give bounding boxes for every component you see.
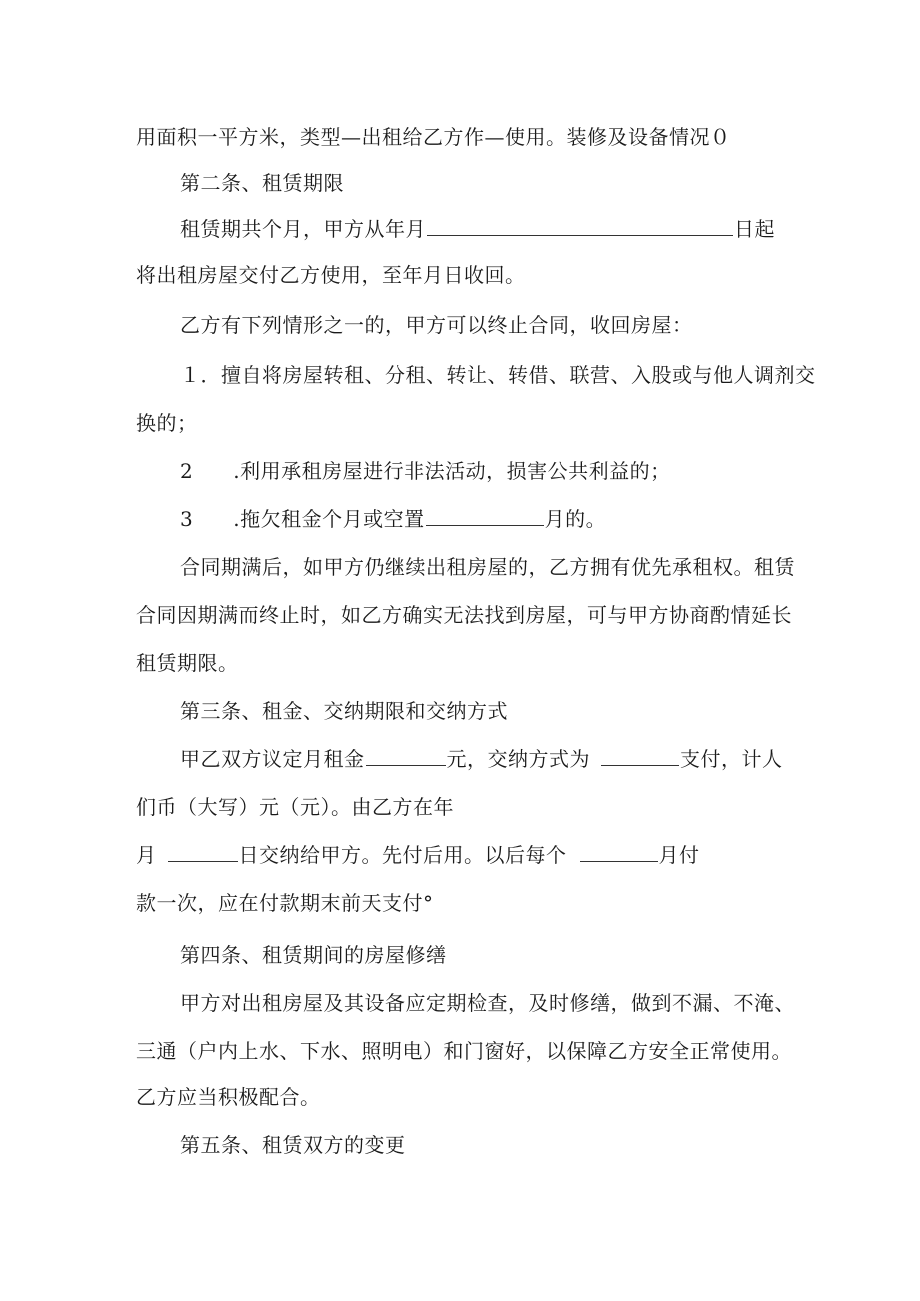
- fill-in-blank: [580, 843, 658, 862]
- article2-paragraph3-line2: [136, 602, 792, 628]
- fill-in-blank: [366, 747, 446, 766]
- article2-paragraph1-line1: [180, 216, 775, 242]
- text: 支付，计人: [680, 747, 783, 771]
- text: 三通（户内上水、下水、照明电）和门窗好，以保障乙方安全正常使用。: [136, 1039, 792, 1063]
- fill-in-blank: [601, 747, 679, 766]
- fill-in-blank: [427, 217, 733, 236]
- fill-in-blank: [426, 507, 544, 526]
- article4-paragraph1-line2: [136, 1038, 792, 1064]
- text: 租赁期共个月，甲方从年月: [180, 217, 426, 241]
- article3-paragraph1-line3: [136, 842, 700, 868]
- article2-heading: [180, 170, 344, 196]
- article2-paragraph1-line2: [136, 262, 526, 288]
- article3-paragraph1-line1: [180, 746, 783, 772]
- article5-heading: [180, 1132, 406, 1158]
- article3-heading: [180, 698, 508, 724]
- text: .利用承租房屋进行非法活动，损害公共利益的；: [233, 459, 671, 483]
- heading-text: 第四条、租赁期间的房屋修缮: [180, 943, 447, 967]
- heading-text: 第五条、租赁双方的变更: [180, 1133, 406, 1157]
- text: .拖欠租金个月或空置: [233, 507, 425, 531]
- text: 款一次，应在付款期末前天支付°: [136, 891, 434, 915]
- text: 乙方应当积极配合。: [136, 1085, 321, 1109]
- text: 月的。: [544, 507, 607, 531]
- article3-paragraph1-line2: [136, 794, 454, 820]
- item-number: 3: [180, 507, 194, 531]
- text: 用面积一平方米，类型—出租给乙方作—使用。装修及设备情况０: [136, 125, 731, 149]
- heading-text: 第三条、租金、交纳期限和交纳方式: [180, 699, 508, 723]
- fill-in-blank: [168, 843, 238, 862]
- text: 甲乙双方议定月租金: [180, 747, 365, 771]
- text: 合同期满后，如甲方仍继续出租房屋的，乙方拥有优先承租权。租赁: [180, 555, 795, 579]
- item-number: 2: [180, 459, 194, 483]
- text: 元，交纳方式为: [446, 747, 590, 771]
- article4-paragraph1-line1: [180, 990, 795, 1016]
- article4-paragraph1-line3: [136, 1084, 321, 1110]
- item1-line1: [180, 362, 816, 388]
- text: 月: [136, 843, 157, 867]
- text: 换的；: [136, 411, 198, 435]
- heading-text: 第二条、租赁期限: [180, 171, 344, 195]
- text: 甲方对出租房屋及其设备应定期检查，及时修缮，做到不漏、不淹、: [180, 991, 795, 1015]
- item2: [180, 458, 671, 484]
- text: 合同因期满而终止时，如乙方确实无法找到房屋，可与甲方协商酌情延长: [136, 603, 792, 627]
- line-continuation: [136, 124, 731, 150]
- item3: [180, 506, 606, 532]
- article4-heading: [180, 942, 447, 968]
- text: 将出租房屋交付乙方使用，至年月日收回。: [136, 263, 526, 287]
- text: 租赁期限。: [136, 651, 239, 675]
- article3-paragraph1-line4: [136, 890, 434, 916]
- article2-paragraph2: [180, 312, 693, 338]
- text: １．擅自将房屋转租、分租、转让、转借、联营、入股或与他人调剂交: [180, 363, 816, 387]
- text: 日交纳给甲方。先付后用。以后每个: [238, 843, 567, 867]
- text: 乙方有下列情形之一的，甲方可以终止合同，收回房屋：: [180, 313, 693, 337]
- text: 日起: [734, 217, 775, 241]
- article2-paragraph3-line1: [180, 554, 795, 580]
- item1-line2: [136, 410, 198, 436]
- text: 月付: [658, 843, 700, 867]
- article2-paragraph3-line3: [136, 650, 239, 676]
- text: 们币（大写）元（元）。由乙方在年: [136, 795, 454, 819]
